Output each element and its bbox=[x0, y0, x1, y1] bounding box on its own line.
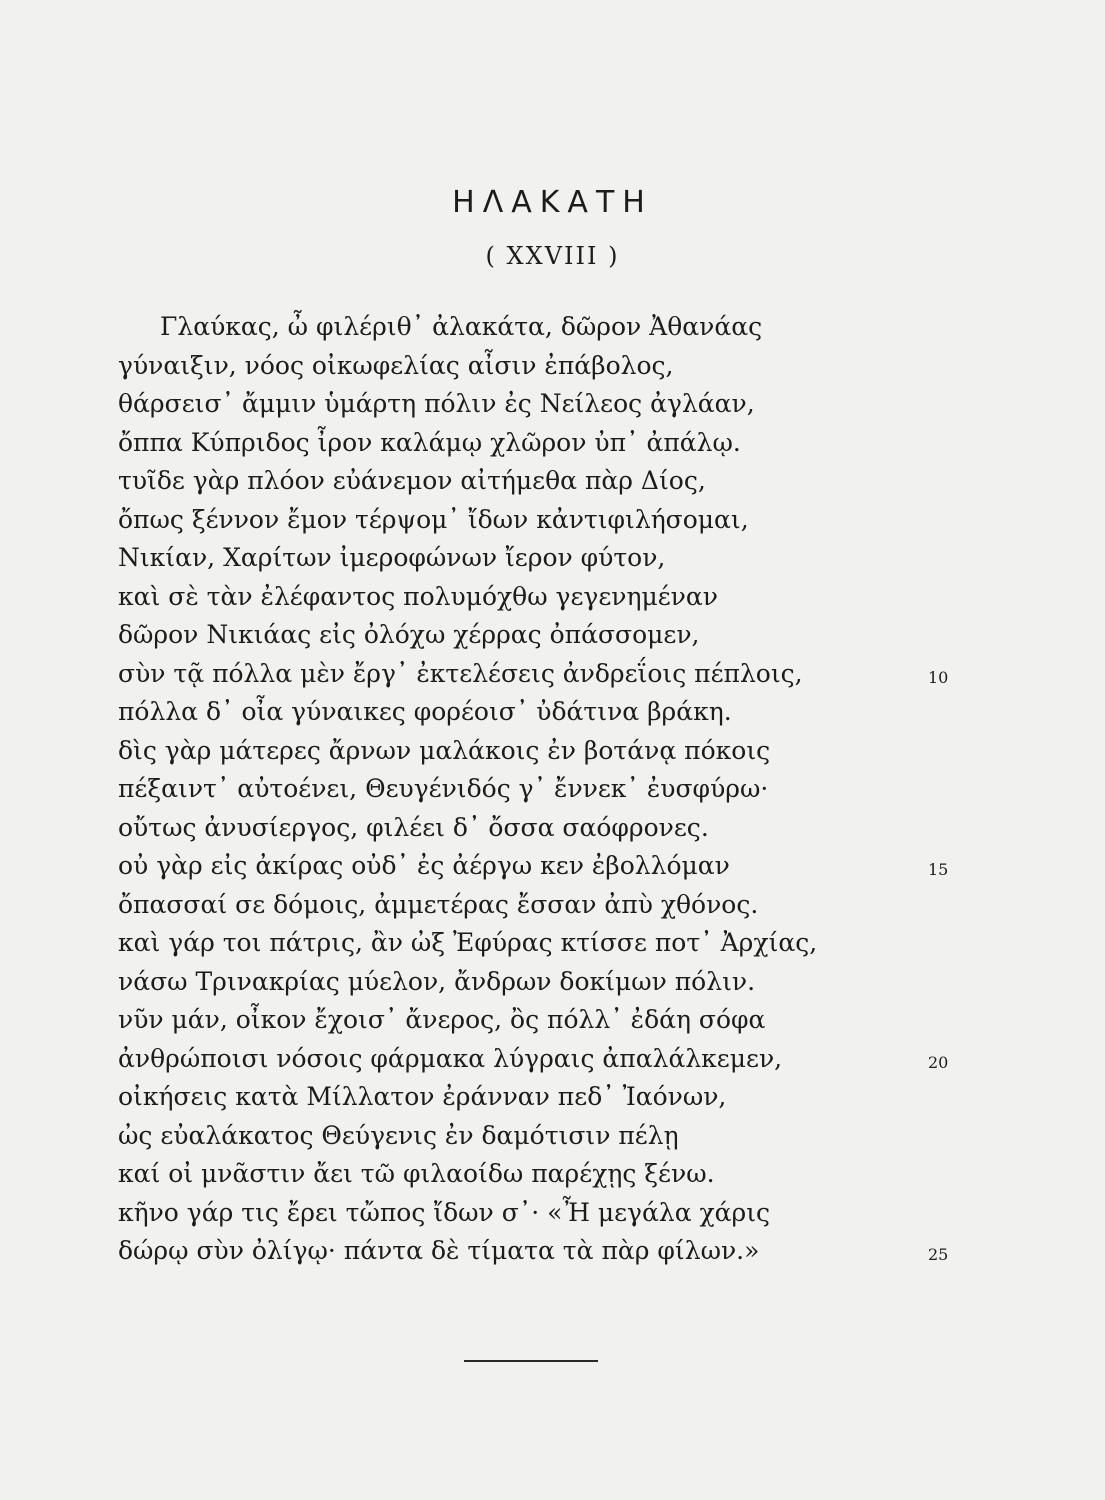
verse-line bbox=[118, 1194, 968, 1233]
verse-line bbox=[118, 770, 968, 809]
verse-number: 20 bbox=[928, 1052, 949, 1072]
verse-text: γύναιξιν, νόος οἰκωφελίας αἶσιν ἐπάβολος, bbox=[118, 350, 674, 380]
verse-line bbox=[118, 578, 968, 617]
verse-text: ὠς εὐαλάκατος Θεύγενις ἐν δαμότισιν πέλῃ bbox=[118, 1120, 679, 1150]
verse-line bbox=[118, 385, 968, 424]
verse-text: δῶρον Νικιάας εἰς ὀλόχω χέρρας ὀπάσσομεν, bbox=[118, 620, 700, 649]
verse-line bbox=[118, 462, 968, 501]
verse-number: 15 bbox=[928, 860, 949, 879]
verse-line bbox=[118, 655, 968, 694]
verse-line bbox=[118, 847, 968, 886]
verse-text: καὶ γάρ τοι πάτρις, ἂν ὠξ Ἐφύρας κτίσσε ποτ᾽ Ἀρχίας, bbox=[118, 928, 818, 957]
verse-line bbox=[118, 693, 968, 732]
verse-line bbox=[118, 308, 968, 347]
verse-text: σὺν τᾷ πόλλα μὲν ἔργ᾽ ἐκτελέσεις ἀνδρεΐοις πέπλοις, bbox=[118, 658, 803, 688]
verse-text: οὔτως ἀνυσίεργος, φιλέει δ᾽ ὄσσα σαόφρονες. bbox=[118, 812, 709, 842]
verse-line bbox=[118, 963, 968, 1002]
verse-text: ἀνθρώποισι νόσοις φάρμακα λύγραις ἀπαλάλκεμεν, bbox=[118, 1043, 783, 1073]
verse-text: ὄπως ξέννον ἔμον τέρψομ᾽ ἴδων κἀντιφιλήσομαι, bbox=[118, 504, 749, 534]
verse-text: ὄπασσαί σε δόμοις, ἀμμετέρας ἔσσαν ἀπὺ χθόνος. bbox=[118, 889, 759, 919]
verse-line bbox=[118, 616, 968, 655]
poem-text bbox=[118, 308, 968, 1271]
end-rule bbox=[464, 1360, 598, 1362]
verse-number: 10 bbox=[928, 667, 949, 687]
verse-text: δώρῳ σὺν ὀλίγῳ· πάντα δὲ τίματα τὰ πὰρ φίλων.» bbox=[118, 1236, 760, 1265]
verse-line bbox=[118, 1155, 968, 1194]
verse-text: πέξαιντ᾽ αὐτοένει, Θευγένιδός γ᾽ ἔννεκ᾽ ἐυσφύρω· bbox=[118, 774, 769, 803]
verse-text: καί οἰ μνᾶστιν ἄει τῶ φιλαοίδω παρέχῃς ξένω. bbox=[118, 1159, 715, 1188]
verse-line bbox=[118, 424, 968, 463]
verse-line bbox=[118, 809, 968, 848]
verse-line bbox=[118, 1078, 968, 1117]
verse-text: Γλαύκας, ὦ φιλέριθ᾽ ἀλακάτα, δῶρον Ἀθανάας bbox=[160, 312, 763, 341]
poem-title: ΗΛΑΚΑΤΗ bbox=[452, 185, 653, 220]
verse-number: 25 bbox=[928, 1245, 949, 1264]
verse-text: κῆνο γάρ τις ἔρει τὤπος ἴδων σ᾽· «Ἦ μεγάλα χάρις bbox=[118, 1197, 771, 1227]
verse-text: οἰκήσεις κατὰ Μίλλατον ἐράνναν πεδ᾽ Ἰαόνων, bbox=[118, 1082, 727, 1111]
verse-text: Νικίαν, Χαρίτων ἰμεροφώνων ἴερον φύτον, bbox=[118, 543, 666, 572]
verse-line bbox=[118, 539, 968, 578]
verse-text: νῦν μάν, οἶκον ἔχοισ᾽ ἄνερος, ὂς πόλλ᾽ ἐδάη σόφα bbox=[118, 1005, 766, 1034]
verse-line bbox=[118, 732, 968, 771]
verse-text: τυῖδε γὰρ πλόον εὐάνεμον αἰτήμεθα πὰρ Δίος, bbox=[118, 466, 706, 495]
verse-line bbox=[118, 347, 968, 386]
verse-line bbox=[118, 886, 968, 925]
verse-line bbox=[118, 1040, 968, 1079]
verse-text: δὶς γὰρ μάτερες ἄρνων μαλάκοις ἐν βοτάνᾳ πόκοις bbox=[118, 735, 771, 765]
verse-text: καὶ σὲ τὰν ἐλέφαντος πολυμόχθω γεγενημέναν bbox=[118, 581, 718, 611]
verse-text: θάρσεισ᾽ ἄμμιν ὑμάρτη πόλιν ἐς Νείλεος ἀγλάαν, bbox=[118, 389, 755, 418]
poem-number: ( XXVIII ) bbox=[485, 242, 620, 270]
verse-line bbox=[118, 501, 968, 540]
verse-line bbox=[118, 1117, 968, 1156]
verse-text: πόλλα δ᾽ οἶα γύναικες φορέοισ᾽ ὐδάτινα βράκη. bbox=[118, 697, 732, 726]
verse-text: νάσω Τρινακρίας μύελον, ἄνδρων δοκίμων πόλιν. bbox=[118, 966, 756, 996]
verse-text: ὄππα Κύπριδος ἶρον καλάμῳ χλῶρον ὐπ᾽ ἀπάλῳ. bbox=[118, 427, 741, 457]
verse-line bbox=[118, 1001, 968, 1040]
verse-text: οὐ γὰρ εἰς ἀκίρας οὐδ᾽ ἐς ἀέργω κεν ἐβολλόμαν bbox=[118, 851, 730, 880]
verse-line bbox=[118, 1232, 968, 1271]
verse-line bbox=[118, 924, 968, 963]
